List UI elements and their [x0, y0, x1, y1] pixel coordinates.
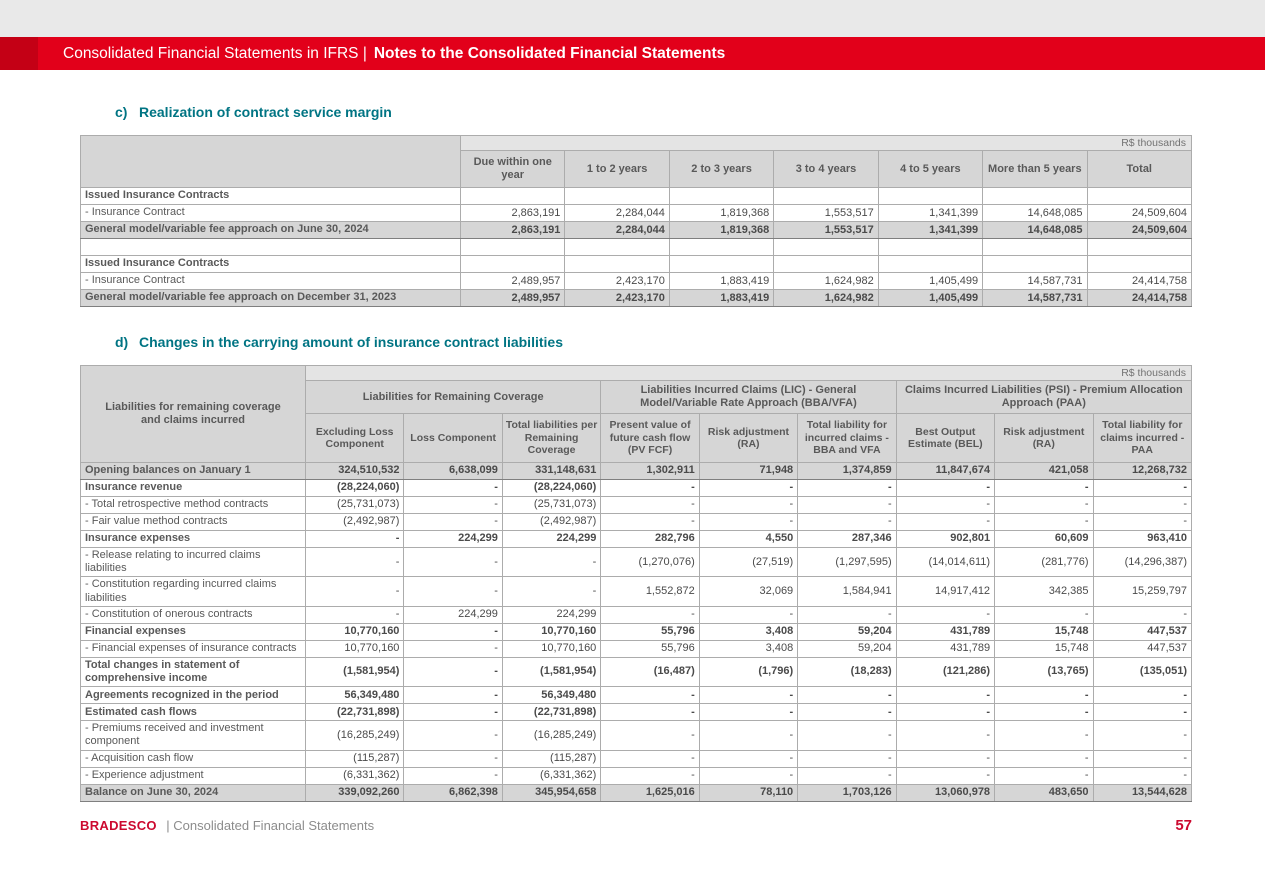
cell-value: 2,423,170: [565, 273, 669, 290]
column-group-header: Liabilities Incurred Claims (LIC) - General Model/Variable Rate Approach (BBA/VFA): [601, 381, 896, 414]
cell-value: -: [601, 687, 699, 704]
cell-value: 1,553,517: [774, 205, 878, 222]
cell-value: (28,224,060): [306, 480, 404, 497]
table-row: [81, 497, 1192, 514]
cell-value: -: [1093, 606, 1192, 623]
cell-value: 13,060,978: [896, 784, 994, 801]
cell-value: 11,847,674: [896, 463, 994, 480]
cell-value: 32,069: [699, 577, 797, 606]
page-footer: [0, 817, 1265, 835]
cell-value: 224,299: [404, 606, 502, 623]
cell-value: 331,148,631: [502, 463, 600, 480]
table-c-header: [81, 136, 1192, 188]
table-row: [81, 704, 1192, 721]
cell-value: (281,776): [995, 548, 1093, 577]
table-row: [81, 463, 1192, 480]
column-header: Total liability for incurred claims - BBA and VFA: [798, 414, 896, 463]
cell-value: -: [798, 514, 896, 531]
cell-value: 1,584,941: [798, 577, 896, 606]
cell-value: -: [404, 704, 502, 721]
header-title-bold: Notes to the Consolidated Financial Statements: [373, 44, 726, 62]
row-label: [81, 239, 461, 256]
top-strip: [0, 0, 1265, 37]
column-header: 1 to 2 years: [565, 151, 669, 188]
cell-value: -: [798, 721, 896, 750]
cell-value: 10,770,160: [502, 640, 600, 657]
cell-value: (2,492,987): [502, 514, 600, 531]
cell-value: 287,346: [798, 531, 896, 548]
cell-value: 1,819,368: [669, 222, 773, 239]
table-d-row-header: Liabilities for remaining coverage and claims incurred: [81, 366, 306, 463]
table-row: [81, 548, 1192, 577]
column-header: Total liabilities per Remaining Coverage: [502, 414, 600, 463]
cell-value: 421,058: [995, 463, 1093, 480]
page-content: [0, 104, 1265, 802]
column-header: Loss Component: [404, 414, 502, 463]
cell-value: 1,302,911: [601, 463, 699, 480]
cell-value: (22,731,898): [306, 704, 404, 721]
cell-value: 59,204: [798, 640, 896, 657]
column-header: More than 5 years: [983, 151, 1087, 188]
section-d-heading: [80, 334, 1192, 350]
cell-value: -: [601, 750, 699, 767]
row-label: - Financial expenses of insurance contracts: [81, 640, 306, 657]
section-d-title: Changes in the carrying amount of insurance contract liabilities: [139, 334, 563, 350]
cell-value: (115,287): [306, 750, 404, 767]
cell-value: -: [699, 606, 797, 623]
cell-value: 56,349,480: [502, 687, 600, 704]
cell-value: 2,489,957: [461, 290, 565, 307]
table-row: [81, 222, 1192, 239]
cell-value: -: [896, 750, 994, 767]
cell-value: -: [306, 531, 404, 548]
cell-value: [983, 239, 1087, 256]
table-c-unit-label: R$ thousands: [461, 136, 1192, 151]
row-label: Agreements recognized in the period: [81, 687, 306, 704]
cell-value: -: [404, 750, 502, 767]
cell-value: 431,789: [896, 640, 994, 657]
cell-value: [1087, 239, 1191, 256]
cell-value: 55,796: [601, 640, 699, 657]
cell-value: 1,703,126: [798, 784, 896, 801]
cell-value: 2,423,170: [565, 290, 669, 307]
cell-value: 12,268,732: [1093, 463, 1192, 480]
cell-value: [669, 256, 773, 273]
footer-subtitle: | Consolidated Financial Statements: [166, 817, 375, 833]
cell-value: 71,948: [699, 463, 797, 480]
cell-value: 902,801: [896, 531, 994, 548]
row-label: - Fair value method contracts: [81, 514, 306, 531]
cell-value: 224,299: [404, 531, 502, 548]
cell-value: -: [306, 548, 404, 577]
cell-value: (16,285,249): [306, 721, 404, 750]
cell-value: 324,510,532: [306, 463, 404, 480]
cell-value: 24,414,758: [1087, 290, 1191, 307]
row-label: - Acquisition cash flow: [81, 750, 306, 767]
cell-value: -: [1093, 767, 1192, 784]
cell-value: 14,648,085: [983, 205, 1087, 222]
cell-value: (6,331,362): [306, 767, 404, 784]
cell-value: (1,796): [699, 657, 797, 686]
row-label: - Insurance Contract: [81, 205, 461, 222]
column-header: Present value of future cash flow (PV FCF): [601, 414, 699, 463]
brand-logo: BRADESCO: [80, 817, 157, 833]
cell-value: -: [601, 721, 699, 750]
cell-value: 15,748: [995, 623, 1093, 640]
section-c-heading: [80, 104, 1192, 120]
cell-value: -: [404, 687, 502, 704]
cell-value: 15,748: [995, 640, 1093, 657]
cell-value: -: [798, 480, 896, 497]
row-label: Financial expenses: [81, 623, 306, 640]
cell-value: (27,519): [699, 548, 797, 577]
cell-value: [878, 239, 982, 256]
cell-value: [669, 239, 773, 256]
section-c-title: Realization of contract service margin: [139, 104, 392, 120]
cell-value: -: [404, 657, 502, 686]
row-label: - Constitution regarding incurred claims liabilities: [81, 577, 306, 606]
cell-value: -: [699, 750, 797, 767]
column-header: Risk adjustment (RA): [995, 414, 1093, 463]
table-row: [81, 577, 1192, 606]
cell-value: -: [896, 606, 994, 623]
cell-value: 10,770,160: [306, 640, 404, 657]
cell-value: 3,408: [699, 640, 797, 657]
cell-value: (1,581,954): [502, 657, 600, 686]
cell-value: -: [404, 548, 502, 577]
cell-value: -: [601, 514, 699, 531]
footer-left: [80, 817, 374, 835]
cell-value: -: [1093, 497, 1192, 514]
cell-value: -: [1093, 750, 1192, 767]
header-accent: [0, 37, 38, 70]
cell-value: 14,587,731: [983, 273, 1087, 290]
cell-value: (14,296,387): [1093, 548, 1192, 577]
cell-value: [461, 239, 565, 256]
table-row: [81, 767, 1192, 784]
cell-value: -: [798, 704, 896, 721]
page-header-bar: [0, 37, 1265, 70]
cell-value: -: [404, 640, 502, 657]
table-row: [81, 687, 1192, 704]
cell-value: [774, 239, 878, 256]
cell-value: [774, 188, 878, 205]
table-row: [81, 256, 1192, 273]
cell-value: -: [995, 497, 1093, 514]
cell-value: 14,587,731: [983, 290, 1087, 307]
column-header: Total: [1087, 151, 1191, 188]
cell-value: 342,385: [995, 577, 1093, 606]
cell-value: (16,487): [601, 657, 699, 686]
cell-value: 224,299: [502, 531, 600, 548]
cell-value: 2,489,957: [461, 273, 565, 290]
cell-value: 14,648,085: [983, 222, 1087, 239]
cell-value: 282,796: [601, 531, 699, 548]
table-row: [81, 784, 1192, 801]
cell-value: -: [404, 480, 502, 497]
table-d-unit-label: R$ thousands: [306, 366, 1192, 381]
column-header: 4 to 5 years: [878, 151, 982, 188]
row-label: - Total retrospective method contracts: [81, 497, 306, 514]
cell-value: 1,405,499: [878, 290, 982, 307]
cell-value: -: [601, 606, 699, 623]
cell-value: -: [404, 767, 502, 784]
column-group-header: Liabilities for Remaining Coverage: [306, 381, 601, 414]
cell-value: 447,537: [1093, 623, 1192, 640]
row-label: Insurance revenue: [81, 480, 306, 497]
cell-value: 55,796: [601, 623, 699, 640]
cell-value: 2,863,191: [461, 205, 565, 222]
cell-value: -: [896, 767, 994, 784]
cell-value: (25,731,073): [306, 497, 404, 514]
header-title-regular: Consolidated Financial Statements in IFRS |: [63, 44, 367, 62]
cell-value: (28,224,060): [502, 480, 600, 497]
table-row: [81, 640, 1192, 657]
cell-value: -: [1093, 721, 1192, 750]
cell-value: 2,863,191: [461, 222, 565, 239]
row-label: Estimated cash flows: [81, 704, 306, 721]
column-header: Risk adjustment (RA): [699, 414, 797, 463]
cell-value: -: [1093, 514, 1192, 531]
cell-value: -: [699, 687, 797, 704]
cell-value: -: [306, 606, 404, 623]
table-row: [81, 239, 1192, 256]
column-header: 2 to 3 years: [669, 151, 773, 188]
cell-value: -: [798, 497, 896, 514]
cell-value: [1087, 256, 1191, 273]
cell-value: -: [995, 514, 1093, 531]
cell-value: -: [995, 704, 1093, 721]
table-row: [81, 657, 1192, 686]
cell-value: 1,341,399: [878, 222, 982, 239]
column-header: 3 to 4 years: [774, 151, 878, 188]
cell-value: 1,374,859: [798, 463, 896, 480]
table-c-body: [81, 188, 1192, 307]
cell-value: -: [896, 704, 994, 721]
cell-value: 447,537: [1093, 640, 1192, 657]
cell-value: (115,287): [502, 750, 600, 767]
cell-value: (22,731,898): [502, 704, 600, 721]
cell-value: [983, 188, 1087, 205]
row-label: Balance on June 30, 2024: [81, 784, 306, 801]
cell-value: -: [601, 767, 699, 784]
table-row: [81, 623, 1192, 640]
cell-value: 224,299: [502, 606, 600, 623]
cell-value: -: [1093, 480, 1192, 497]
column-header: Excluding Loss Component: [306, 414, 404, 463]
cell-value: (1,270,076): [601, 548, 699, 577]
column-header: Best Output Estimate (BEL): [896, 414, 994, 463]
row-label: Opening balances on January 1: [81, 463, 306, 480]
cell-value: 963,410: [1093, 531, 1192, 548]
carrying-amount-changes-table: [80, 365, 1192, 802]
cell-value: -: [699, 721, 797, 750]
cell-value: 1,819,368: [669, 205, 773, 222]
row-label: - Insurance Contract: [81, 273, 461, 290]
cell-value: [565, 239, 669, 256]
cell-value: -: [1093, 704, 1192, 721]
row-label: - Constitution of onerous contracts: [81, 606, 306, 623]
cell-value: -: [502, 548, 600, 577]
cell-value: 78,110: [699, 784, 797, 801]
cell-value: -: [601, 480, 699, 497]
cell-value: 2,284,044: [565, 205, 669, 222]
table-row: [81, 480, 1192, 497]
row-label: - Experience adjustment: [81, 767, 306, 784]
cell-value: -: [404, 497, 502, 514]
row-label: General model/variable fee approach on December 31, 2023: [81, 290, 461, 307]
cell-value: -: [995, 750, 1093, 767]
cell-value: -: [699, 497, 797, 514]
cell-value: (1,581,954): [306, 657, 404, 686]
cell-value: (25,731,073): [502, 497, 600, 514]
row-label: - Release relating to incurred claims liabilities: [81, 548, 306, 577]
table-d-body: [81, 463, 1192, 802]
cell-value: -: [699, 480, 797, 497]
table-row: [81, 531, 1192, 548]
cell-value: -: [896, 687, 994, 704]
cell-value: -: [699, 704, 797, 721]
cell-value: (18,283): [798, 657, 896, 686]
cell-value: 24,414,758: [1087, 273, 1191, 290]
cell-value: -: [306, 577, 404, 606]
cell-value: (2,492,987): [306, 514, 404, 531]
cell-value: 1,883,419: [669, 290, 773, 307]
cell-value: 3,408: [699, 623, 797, 640]
row-label: Issued Insurance Contracts: [81, 256, 461, 273]
cell-value: 24,509,604: [1087, 222, 1191, 239]
cell-value: -: [601, 497, 699, 514]
cell-value: -: [896, 480, 994, 497]
table-c-stub-header: [81, 136, 461, 188]
row-label: General model/variable fee approach on June 30, 2024: [81, 222, 461, 239]
cell-value: 1,553,517: [774, 222, 878, 239]
cell-value: -: [896, 497, 994, 514]
column-header: Due within one year: [461, 151, 565, 188]
cell-value: (121,286): [896, 657, 994, 686]
cell-value: -: [404, 577, 502, 606]
table-row: [81, 750, 1192, 767]
cell-value: [461, 188, 565, 205]
cell-value: -: [601, 704, 699, 721]
cell-value: -: [404, 623, 502, 640]
contract-service-margin-table: [80, 135, 1192, 307]
cell-value: -: [798, 767, 896, 784]
cell-value: [461, 256, 565, 273]
table-row: [81, 205, 1192, 222]
table-row: [81, 290, 1192, 307]
cell-value: 13,544,628: [1093, 784, 1192, 801]
cell-value: 1,624,982: [774, 273, 878, 290]
cell-value: 345,954,658: [502, 784, 600, 801]
cell-value: 1,552,872: [601, 577, 699, 606]
cell-value: -: [798, 606, 896, 623]
cell-value: 1,624,982: [774, 290, 878, 307]
cell-value: 60,609: [995, 531, 1093, 548]
cell-value: -: [896, 514, 994, 531]
cell-value: 59,204: [798, 623, 896, 640]
cell-value: -: [798, 750, 896, 767]
cell-value: 14,917,412: [896, 577, 994, 606]
column-group-header: Claims Incurred Liabilities (PSI) - Premium Allocation Approach (PAA): [896, 381, 1191, 414]
row-label: Insurance expenses: [81, 531, 306, 548]
section-d-label: d): [115, 334, 129, 350]
cell-value: [774, 256, 878, 273]
column-header: Total liability for claims incurred - PAA: [1093, 414, 1192, 463]
cell-value: 10,770,160: [502, 623, 600, 640]
cell-value: -: [995, 767, 1093, 784]
cell-value: -: [699, 514, 797, 531]
cell-value: 10,770,160: [306, 623, 404, 640]
cell-value: 6,638,099: [404, 463, 502, 480]
cell-value: 483,650: [995, 784, 1093, 801]
cell-value: -: [404, 721, 502, 750]
cell-value: -: [995, 721, 1093, 750]
table-row: [81, 514, 1192, 531]
cell-value: 339,092,260: [306, 784, 404, 801]
table-d-header: [81, 366, 1192, 463]
cell-value: (1,297,595): [798, 548, 896, 577]
table-row: [81, 606, 1192, 623]
cell-value: -: [404, 514, 502, 531]
cell-value: -: [1093, 687, 1192, 704]
cell-value: -: [699, 767, 797, 784]
cell-value: [983, 256, 1087, 273]
cell-value: 15,259,797: [1093, 577, 1192, 606]
cell-value: (13,765): [995, 657, 1093, 686]
cell-value: -: [896, 721, 994, 750]
cell-value: -: [502, 577, 600, 606]
cell-value: 1,625,016: [601, 784, 699, 801]
cell-value: (6,331,362): [502, 767, 600, 784]
row-label: Total changes in statement of comprehensive income: [81, 657, 306, 686]
cell-value: [1087, 188, 1191, 205]
cell-value: 4,550: [699, 531, 797, 548]
cell-value: -: [995, 480, 1093, 497]
cell-value: 56,349,480: [306, 687, 404, 704]
cell-value: 1,883,419: [669, 273, 773, 290]
cell-value: 1,341,399: [878, 205, 982, 222]
cell-value: -: [995, 606, 1093, 623]
cell-value: (16,285,249): [502, 721, 600, 750]
cell-value: [565, 256, 669, 273]
cell-value: [565, 188, 669, 205]
table-row: [81, 721, 1192, 750]
cell-value: 6,862,398: [404, 784, 502, 801]
row-label: Issued Insurance Contracts: [81, 188, 461, 205]
page-number: 57: [1175, 816, 1192, 834]
table-row: [81, 188, 1192, 205]
cell-value: (135,051): [1093, 657, 1192, 686]
cell-value: [878, 256, 982, 273]
cell-value: 1,405,499: [878, 273, 982, 290]
cell-value: 24,509,604: [1087, 205, 1191, 222]
cell-value: 431,789: [896, 623, 994, 640]
cell-value: [878, 188, 982, 205]
cell-value: -: [798, 687, 896, 704]
row-label: - Premiums received and investment component: [81, 721, 306, 750]
cell-value: [669, 188, 773, 205]
section-c-label: c): [115, 104, 128, 120]
cell-value: 2,284,044: [565, 222, 669, 239]
cell-value: (14,014,611): [896, 548, 994, 577]
table-row: [81, 273, 1192, 290]
cell-value: -: [995, 687, 1093, 704]
